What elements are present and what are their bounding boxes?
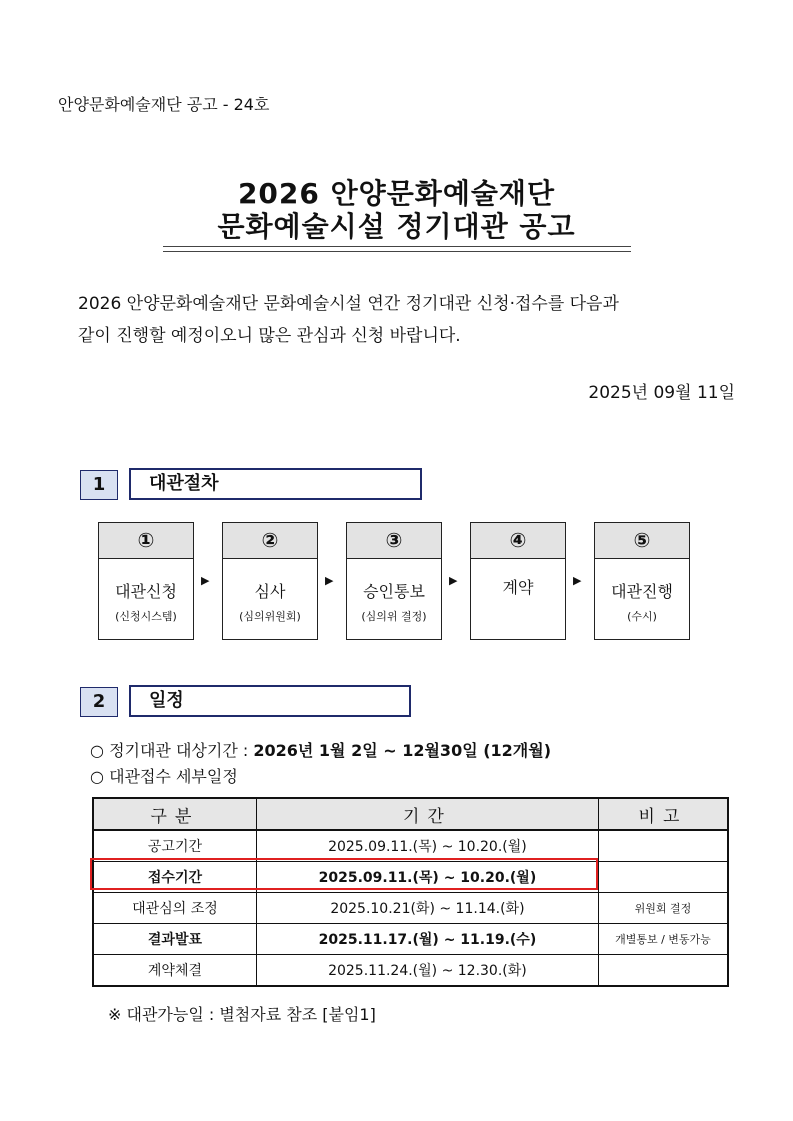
target-period-label: 정기대관 대상기간 :: [109, 741, 254, 760]
arrow-right-icon: ▶: [325, 574, 334, 587]
section-number-1: 1: [80, 470, 118, 500]
section-number-2: 2: [80, 687, 118, 717]
header-period: 기간: [256, 798, 598, 830]
procedure-step-3: [346, 522, 442, 640]
step-name: 대관진행: [611, 582, 673, 601]
header-category: 구분: [93, 798, 256, 830]
cell-period: 2025.09.11.(목) ~ 10.20.(월): [256, 830, 598, 862]
intro-paragraph: [78, 288, 718, 352]
procedure-step-4: [470, 522, 566, 640]
cell-category: 결과발표: [93, 924, 256, 955]
step-sub: (수시): [627, 610, 657, 623]
notice-date: 2025년 09월 11일: [588, 383, 735, 403]
arrow-right-icon: ▶: [201, 574, 210, 587]
procedure-step-1: [98, 522, 194, 640]
table-row: [93, 830, 728, 862]
cell-period: 2025.11.24.(월) ~ 12.30.(화): [256, 955, 598, 987]
section-title-1: 대관절차: [129, 468, 422, 500]
page-title-line2: 문화예술시설 정기대관 공고: [217, 210, 576, 243]
procedure-step-5: [594, 522, 690, 640]
cell-category: 대관심의 조정: [93, 893, 256, 924]
step-number: ④: [471, 523, 565, 559]
arrow-right-icon: ▶: [573, 574, 582, 587]
step-name: 승인통보: [363, 582, 425, 601]
page-title-line1: 2026 안양문화예술재단: [237, 177, 556, 210]
step-number: ②: [223, 523, 317, 559]
header-note: 비고: [598, 798, 728, 830]
cell-note: [598, 955, 728, 987]
bullet-marker: ○: [90, 741, 104, 760]
application-period-highlight: [90, 858, 598, 890]
cell-period: 2025.10.21(화) ~ 11.14.(화): [256, 893, 598, 924]
target-period-line: [90, 738, 551, 761]
cell-note: [598, 830, 728, 862]
step-sub: (신청시스템): [115, 610, 177, 623]
cell-note: 위원회 결정: [598, 893, 728, 924]
step-sub: (심의위 결정): [361, 610, 427, 623]
table-row: [93, 893, 728, 924]
bullet-marker: ○: [90, 767, 104, 786]
table-row: [93, 955, 728, 987]
schedule-table: [92, 797, 729, 987]
section-title-2: 일정: [129, 685, 411, 717]
footnote: ※ 대관가능일 : 별첨자료 참조 [붙임1]: [108, 1005, 376, 1024]
step-name: 계약: [502, 578, 534, 597]
title-underline: [163, 246, 631, 252]
step-sub: (심의위원회): [239, 610, 301, 623]
intro-line-1: 2026 안양문화예술재단 문화예술시설 연간 정기대관 신청·접수를 다음과: [78, 294, 619, 314]
cell-note: [598, 862, 728, 893]
table-header-row: [93, 798, 728, 830]
cell-period: 2025.11.17.(월) ~ 11.19.(수): [256, 924, 598, 955]
cell-category: 계약체결: [93, 955, 256, 987]
step-name: 대관신청: [115, 582, 177, 601]
table-row: [93, 924, 728, 955]
step-number: ①: [99, 523, 193, 559]
arrow-right-icon: ▶: [449, 574, 458, 587]
cell-note: 개별통보 / 변동가능: [598, 924, 728, 955]
target-period-value: 2026년 1월 2일 ~ 12월30일 (12개월): [253, 741, 552, 760]
schedule-detail-label: 대관접수 세부일정: [109, 767, 238, 786]
step-name: 심사: [254, 582, 286, 601]
notice-number: 안양문화예술재단 공고 - 24호: [58, 95, 270, 114]
cell-period: 2025.09.11.(목) ~ 10.20.(월): [256, 862, 598, 893]
cell-category: 접수기간: [93, 862, 256, 893]
intro-line-2: 같이 진행할 예정이오니 많은 관심과 신청 바랍니다.: [78, 326, 461, 346]
step-number: ⑤: [595, 523, 689, 559]
cell-category: 공고기간: [93, 830, 256, 862]
procedure-step-2: [222, 522, 318, 640]
step-number: ③: [347, 523, 441, 559]
schedule-detail-line: [90, 764, 238, 787]
